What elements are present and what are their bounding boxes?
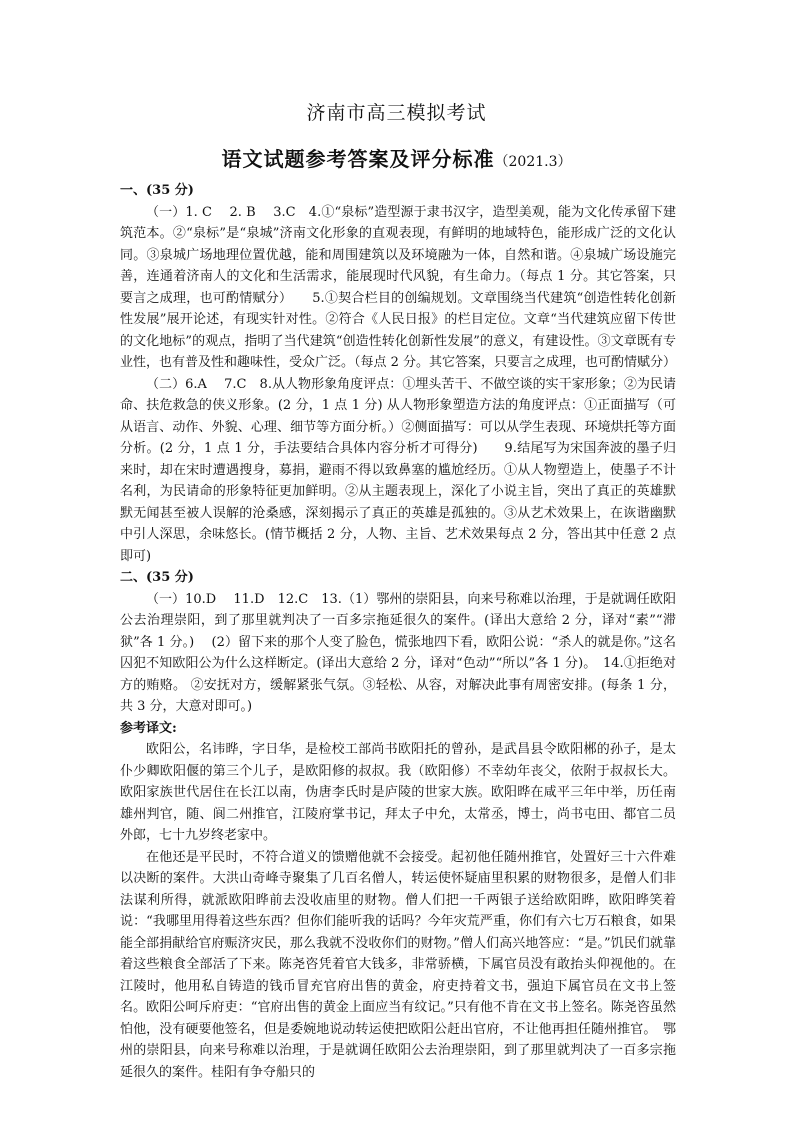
answer-title-text: 语文试题参考答案及评分标准	[221, 147, 495, 171]
translation-paragraph-2: 在他还是平民时，不符合道义的馈赠他就不会接受。起初他任随州推官，处置好三十六件难以决断的案件。大洪山奇峰寺聚集了几百名僧人，转运使怀疑庙里积累的财物很多，是僧人们非法谋利所得，就派欧阳晔前去没收庙里的财物。僧人们把一千两银子送给欧阳晔，欧阳晔笑着说：“我哪里用得着这些东西？但你们能听我的话吗？今年灾荒严重，你们有六七万石粮食，如果能全部捐献给官府赈济灾民，那么我就不没收你们的财物。”僧人们高兴地答应：“是。”饥民们就靠着这些粮食全部活了下来。陈尧咨凭着官大钱多，非常骄横，下属官员没有敢抬头仰视他的。在江陵时，他用私自铸造的钱币冒充官府出售的黄金，府吏持着文书，强迫下属官员在文书上签名。欧阳公呵斥府吏：“官府出售的黄金上面应当有纹记。”只有他不肯在文书上签名。陈尧咨虽然怕他，没有硬要他签名，但是委婉地说动转运使把欧阳公赶出官府，不让他再担任随州推官。 鄂州的崇阳县，向来号称难以治理，于是就调任欧阳公去治理崇阳，到了那里就判决了一百多宗拖延很久的案件。桂阳有争夺船只的	[120, 849, 676, 1080]
section-1-heading: 一、(35 分)	[120, 183, 194, 198]
answer-content	[120, 180, 676, 1083]
translation-paragraph-1: 欧阳公，名讳晔，字日华，是检校工部尚书欧阳托的曾孙，是武昌县令欧阳郴的孙子，是太仆少卿欧阳偃的第三个儿子，是欧阳修的叔叔。我（欧阳修）不幸幼年丧父，依附于叔叔长大。欧阳家族世代居住在长江以南，伪唐李氏时是庐陵的世家大族。欧阳晔在咸平三年中举，历任南雄州判官，随、阆二州推官，江陵府掌书记，拜太子中允，太常丞，博士，尚书屯田、都官二员外郎，七十九岁终老家中。	[120, 742, 676, 843]
section-2-heading: 二、(35 分)	[120, 570, 194, 585]
section-2-part-1: （一）10.D 11.D 12.C 13.（1）鄂州的崇阳县，向来号称难以治理，于是就调任欧阳公去治理崇阳，到了那里就判决了一百多宗拖延很久的案件。(译出大意给 2 分，译对“素”“滞狱”各 1 分。) (2）留下来的那个人变了脸色，慌张地四下看，欧阳公说：“杀人的就是你。”这名囚犯不知欧阳公为什么这样断定。(译出大意给 2 分，译对“色动”“所以”各 1 分)。 14.①拒绝对方的贿赂。 ②安抚对方，缓解紧张气氛。③轻松、从容，对解决此事有周密安排。(每条 1 分，共 3 分，大意对即可。)	[120, 591, 676, 714]
exam-title: 济南市高三模拟考试	[306, 102, 487, 124]
translation-heading: 参考译文:	[120, 720, 177, 736]
section-1-part-1: （一）1. C 2. B 3.C 4.①“泉标”造型源于隶书汉字，造型美观，能为文化传承留下建筑范本。②“泉标”是“泉城”济南文化形象的直观表现，有鲜明的地域特色，能形成广泛的文化认同。③泉城广场地理位置优越，能和周围建筑以及环境融为一体，自然和谐。④泉城广场设施完善，连通着济南人的文化和生活需求，能展现时代风貌，有生命力。（每点 1 分。其它答案，只要言之成理，也可酌情赋分） 5.①契合栏目的创编规划。文章围绕当代建筑“创造性转化创新性发展”展开论述，有现实针对性。②符合《人民日报》的栏目定位。文章“当代建筑应留下传世的文化地标”的观点，指明了当代建筑“创造性转化创新性发展”的意义，有建设性。③文章既有专业性，也有普及性和趣味性，受众广泛。（每点 2 分。其它答案，只要言之成理，也可酌情赋分）	[120, 204, 677, 370]
section-1-part-2: （二）6.A 7.C 8.从人物形象角度评点：①埋头苦干、不做空谈的实干家形象；②为民请命、扶危救急的侠义形象。(2 分，1 点 1 分) 从人物形象塑造方法的角度评点：①正面描写（可从语言、动作、外貌、心理、细节等方面分析。）②侧面描写：可以从学生表现、环境烘托等方面分析。(2 分，1 点 1 分，手法要结合具体内容分析才可得分) 9.结尾写为宋国奔波的墨子归来时，却在宋时遭遇搜身，募捐，避雨不得以致鼻塞的尴尬经历。①从人物塑造上，使墨子不计名利，为民请命的形象特征更加鲜明。②从主题表现上，深化了小说主旨，突出了真正的英雄默默无闻甚至被人误解的沧桑感，深刻揭示了真正的英雄是孤独的。③从艺术效果上，在诙谐幽默中引人深思，余味悠长。(情节概括 2 分，人物、主旨、艺术效果每点 2 分，答出其中任意 2 点即可)	[120, 376, 676, 564]
exam-date: （2021.3）	[494, 154, 572, 170]
answer-title	[0, 143, 793, 172]
